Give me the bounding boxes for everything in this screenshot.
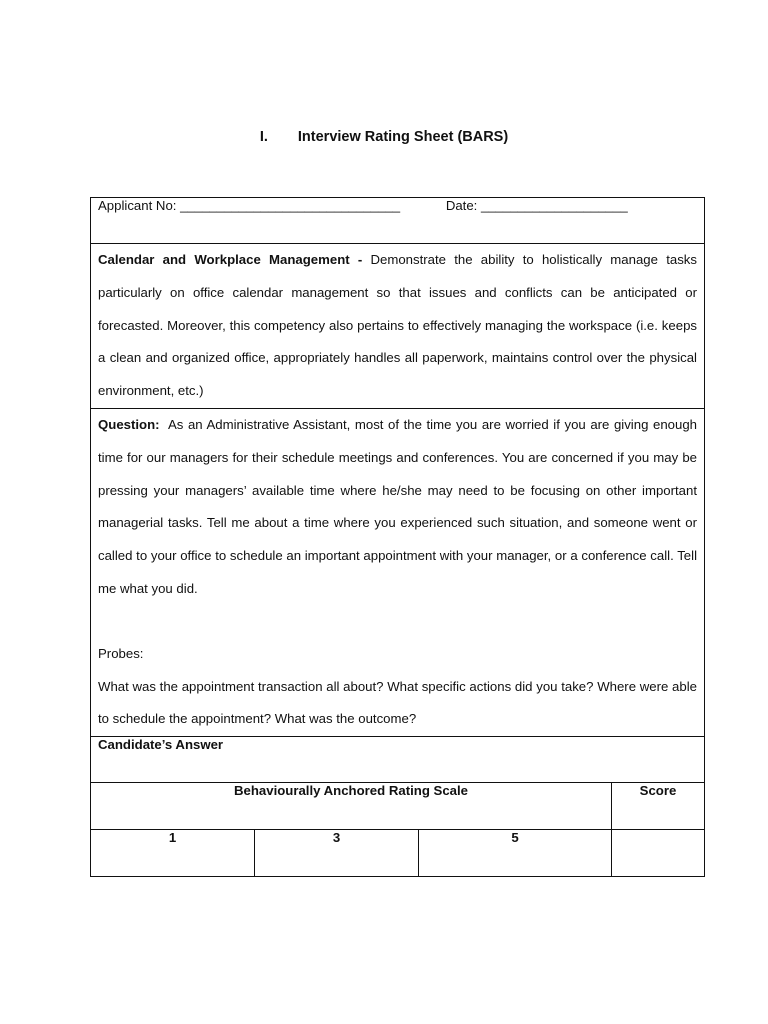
scale-row — [91, 830, 705, 877]
date-field[interactable]: Date: ____________________ — [445, 198, 628, 213]
bars-header-row — [91, 783, 705, 830]
question-text: As an Administrative Assistant, most of the time you are worried if you are giving enough time for our managers for their schedule meetings and conferences. You are concerned if you may be pressing your managers’ available time where he/she may need to be focusing on other important managerial tasks. Tell me about a time where you experienced such situation, and someone went or called to your office to schedule an important appointment with your manager, or a conference call. Tell me what you did. — [98, 416, 697, 596]
question-label: Question: — [98, 416, 160, 432]
competency-row — [91, 244, 705, 409]
competency-title: Calendar and Workplace Management — [98, 252, 350, 267]
page-title: Interview Rating Sheet (BARS) — [297, 129, 509, 145]
probes-label: Probes: — [98, 645, 144, 661]
section-heading — [0, 129, 768, 145]
score-header: Score — [612, 783, 705, 830]
bars-title: Behaviourally Anchored Rating Scale — [91, 783, 612, 830]
question-row — [91, 408, 705, 736]
applicant-number-field[interactable]: Applicant No: ______________________________ — [98, 198, 401, 213]
applicant-row — [91, 198, 705, 244]
section-number: I. — [259, 129, 268, 145]
scale-value-1: 1 — [91, 830, 255, 877]
spacer — [98, 606, 697, 638]
candidate-answer-label[interactable]: Candidate’s Answer — [91, 737, 705, 783]
scale-value-3: 3 — [255, 830, 419, 877]
scale-value-5: 5 — [419, 830, 612, 877]
competency-paragraph — [98, 244, 697, 408]
probes-text: What was the appointment transaction all about? What specific actions did you take? Where were able to schedule the appointment? What was the outcome? — [98, 678, 697, 727]
answer-row — [91, 737, 705, 783]
competency-description: Demonstrate the ability to holistically manage tasks particularly on office calendar management so that issues and conflicts can be anticipated or forecasted. Moreover, this competency also pertains to effectively managing the workspace (i.e. keeps a clean and organized office, appropriately handles all paperwork, maintains control over the physical environment, etc.) — [98, 252, 697, 399]
question-paragraph — [98, 409, 697, 606]
score-cell[interactable] — [612, 830, 705, 877]
competency-dash: - — [349, 252, 371, 267]
rating-sheet-table — [90, 197, 705, 877]
